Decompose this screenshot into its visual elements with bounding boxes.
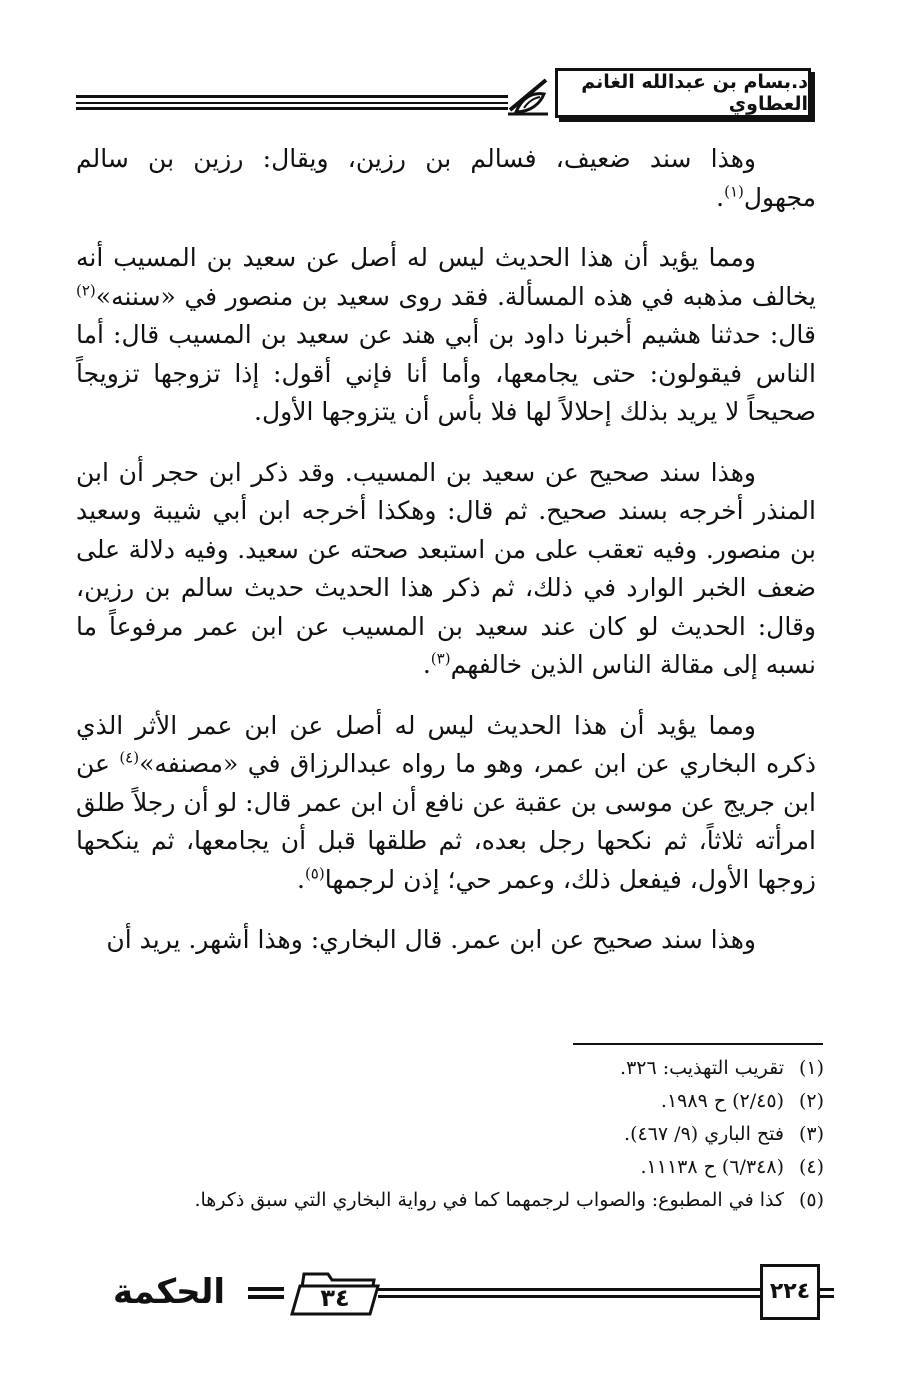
paragraph: وهذا سند ضعيف، فسالم بن رزين، ويقال: رزين بن سالم مجهول$^{(١)}$. bbox=[76, 144, 816, 212]
issue-number: ٣٤ bbox=[320, 1284, 350, 1312]
footer-rule bbox=[378, 1288, 760, 1291]
footer-rule bbox=[818, 1295, 834, 1298]
footnote-number: (٤) bbox=[798, 1156, 824, 1178]
journal-logo: الحكمة bbox=[112, 1272, 226, 1312]
footnote-text: تقريب التهذيب: ٣٢٦. bbox=[620, 1057, 784, 1079]
footer-rule bbox=[248, 1295, 284, 1299]
author-name: د.بسام بن عبدالله الغانم العطاوي bbox=[555, 68, 811, 118]
footnote-number: (٥) bbox=[798, 1189, 824, 1211]
footnotes bbox=[76, 1052, 824, 1217]
footnote-ref[interactable]: (٢) bbox=[76, 281, 96, 300]
footnote-ref[interactable]: (٤) bbox=[119, 748, 140, 767]
footnote-ref[interactable]: (٥) bbox=[304, 864, 325, 883]
paragraph: ومما يؤيد أن هذا الحديث ليس له أصل عن ابن عمر الأثر الذي ذكره البخاري عن ابن عمر، وهو ما رواه عبدالرزاق في «مصنفه»$^{(٤)}$ عن ابن جريج عن موسى بن عقبة عن نافع أن ابن عمر قال: لو أن رجلاً طلق امرأته ثلاثاً، ثم نكحها رجل بعده، ثم طلقها قبل أن يجامعها، ثم ينكحها زوجها الأول، فيفعل ذلك، وعمر حي؛ إذن لرجمها$^{(٥)}$. bbox=[76, 710, 816, 894]
page-number: ٢٢٤ bbox=[760, 1264, 820, 1320]
footnote-item bbox=[76, 1184, 824, 1217]
paragraph: وهذا سند صحيح عن ابن عمر. قال البخاري: وهذا أشهر. يريد أن bbox=[106, 925, 756, 954]
paragraph: وهذا سند صحيح عن سعيد بن المسيب. وقد ذكر ابن حجر أن ابن المنذر أخرجه بسند صحيح. ثم قال: وهكذا أخرجه ابن أبي شيبة وسعيد بن منصور. وفيه تعقب على من استبعد صحته عن سعيد. وفيه دلالة على ضعف الخبر الوارد في ذلك، ثم ذكر هذا الحديث حديث سالم بن رزين، وقال: الحديث لو كان عند سعيد بن المسيب عن ابن عمر مرفوعاً ما نسبه إلى مقالة الناس الذين خالفهم$^{(٣)}$. bbox=[76, 457, 816, 679]
footnote-number: (١) bbox=[798, 1057, 824, 1079]
footnote-text: فتح الباري (٩/ ٤٦٧). bbox=[624, 1123, 784, 1145]
footnote-item bbox=[76, 1052, 824, 1085]
pen-quill-icon bbox=[506, 74, 552, 118]
header-rule bbox=[76, 95, 508, 111]
footnote-number: (٢) bbox=[798, 1090, 824, 1112]
footnote-item bbox=[76, 1151, 824, 1184]
footnote-text: (٢/٤٥) ح ١٩٨٩. bbox=[660, 1090, 784, 1112]
body-text bbox=[76, 140, 816, 982]
footnote-text: كذا في المطبوع: والصواب لرجمهما كما في رواية البخاري التي سبق ذكرها. bbox=[194, 1189, 784, 1211]
footnote-text: (٦/٣٤٨) ح ١١١٣٨. bbox=[640, 1156, 784, 1178]
footer-rule bbox=[248, 1287, 284, 1291]
footnote-ref[interactable]: (٣) bbox=[430, 649, 451, 668]
footnote-item bbox=[76, 1118, 824, 1151]
footer-rule bbox=[378, 1295, 760, 1298]
page-footer bbox=[0, 1260, 916, 1324]
footer-rule bbox=[818, 1288, 834, 1291]
footnote-ref[interactable]: (١) bbox=[724, 182, 744, 201]
footnote-separator bbox=[573, 1043, 823, 1045]
paragraph: ومما يؤيد أن هذا الحديث ليس له أصل عن سعيد بن المسيب أنه يخالف مذهبه في هذه المسألة. فقد روى سعيد بن منصور في «سننه»$^{(٢)}$ قال: حدثنا هشيم أخبرنا داود بن أبي هند عن سعيد بن المسيب قال: أما الناس فيقولون: حتى يجامعها، وأما أنا فإني أقول: إذا تزوجها تزويجاً صحيحاً لا يريد بذلك إحلالاً لها فلا بأس أن يتزوجها الأول. bbox=[76, 243, 816, 426]
footnote-item bbox=[76, 1085, 824, 1118]
footnote-number: (٣) bbox=[798, 1123, 824, 1145]
